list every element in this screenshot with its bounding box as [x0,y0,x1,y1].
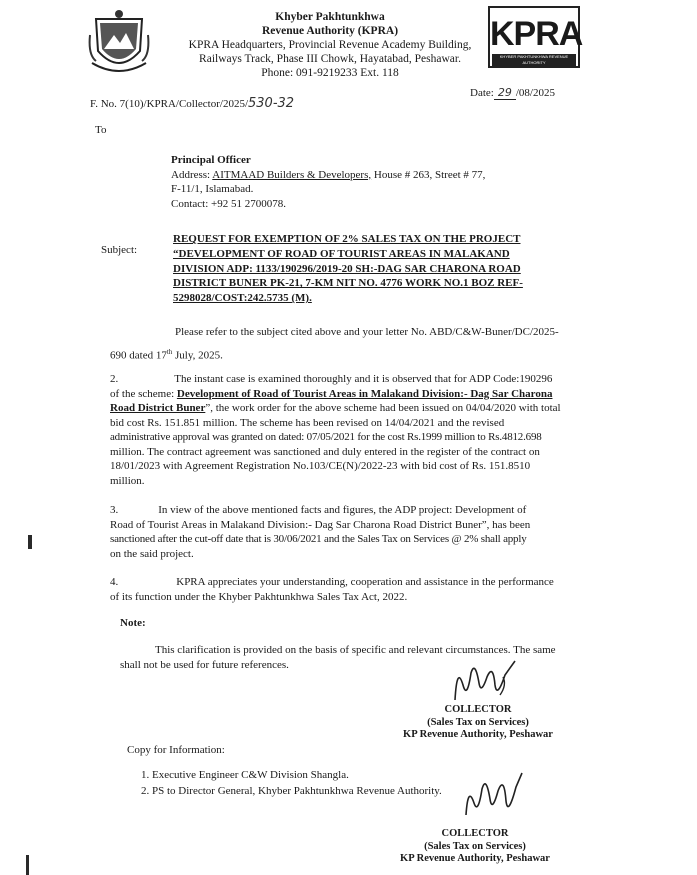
p2-line: million. The contract agreement was sanctioned and duly entered in the register of the contract on [110,445,540,458]
subject-label: Subject: [101,244,138,256]
p4-line: KPRA appreciates your understanding, cooperation and assistance in the performance [176,576,554,588]
date-day-handwritten: 29 [494,86,516,100]
p2-line: administrative approval was granted on dated: 07/05/2021 for the cost Rs.1999 million to Rs.4812.698 [110,431,542,443]
subject-line: 5298028/COST:242.5735 (M). [173,292,312,305]
scan-margin-mark [26,855,29,875]
p2-line: million. [110,474,145,487]
copy-list [141,767,442,799]
copy-list-item: 1. Executive Engineer C&W Division Shangla. [141,769,349,781]
file-number-handwritten: 530-32 [248,96,295,111]
paragraph-2 [110,372,592,488]
note-line: shall not be used for future references. [120,658,289,671]
copy-label: Copy for Information: [127,744,225,756]
p1-text: 690 dated 17 [110,349,167,362]
subject-line: DIVISION ADP: 1133/190296/2019-20 SH:-DAG SAR CHARONA ROAD [173,262,521,275]
address-label: Address: [171,168,211,181]
p4-line: of its function under the Khyber Pakhtunkhwa Sales Tax Act, 2022. [110,590,408,603]
file-number-label: F. No. 7(10)/KPRA/Collector/2025/ [90,98,249,110]
addressee-title: Principal Officer [171,154,251,166]
subject-line: “DEVELOPMENT OF ROAD OF TOURIST AREAS IN MALAKAND [173,247,510,260]
addressee-block [171,153,485,211]
addressee-company: AITMAAD Builders & Developers, [212,168,372,181]
signature-2-scribble [458,765,528,825]
paragraph-4 [110,575,592,604]
signature-block-1 [398,704,558,742]
letter-date [470,86,555,100]
note-label: Note: [120,617,146,629]
kpra-logo-subtext: KHYBER PAKHTUNKHWA REVENUE AUTHORITY [492,54,576,66]
paragraph-3-number: 3. [110,504,119,516]
addressee-address [171,168,485,183]
p3-line: Road of Tourist Areas in Malakand Division:- Dag Sar Charona Road District Buner”, has been [110,518,531,531]
kp-government-emblem [88,5,150,77]
to-label: To [95,124,107,136]
signature-2-org: KP Revenue Authority, Peshawar [400,853,550,864]
paragraph-1-line2 [110,345,592,363]
p2-scheme-name: Development of Road of Tourist Areas in Malakand Division:- Dag Sar Charona [176,387,553,400]
signature-2-subtitle: (Sales Tax on Services) [424,840,526,852]
org-address-line1: KPRA Headquarters, Provincial Revenue Academy Building, [188,39,472,51]
signature-2-title: COLLECTOR [441,828,509,839]
subject-line: DISTRICT BUNER PK-21, 7-KM NIT NO. 4776 WORK NO.1 BOZ REF- [173,277,523,290]
kpra-logo-text: KPRA [490,15,583,53]
signature-1-subtitle: (Sales Tax on Services) [427,716,529,728]
paragraph-2-line1: The instant case is examined thoroughly and it is observed that for ADP Code:190296 [174,373,553,385]
copy-list-item: 2. PS to Director General, Khyber Pakhtunkhwa Revenue Authority. [141,785,442,797]
addressee-contact: Contact: +92 51 2700078. [171,197,286,210]
date-rest: /08/2025 [515,87,555,99]
signature-1-org: KP Revenue Authority, Peshawar [403,729,553,740]
paragraph-3 [110,503,592,561]
p1-text-end: July, 2025. [172,349,223,362]
org-phone: Phone: 091-9219233 Ext. 118 [261,67,399,79]
p2-line: bid cost Rs. 151.851 million. The scheme has been revised on 14/04/2021 and the revised [110,416,505,429]
subject-text [173,232,591,306]
addressee-city: F-11/1, Islamabad. [171,183,254,195]
signature-1-scribble [445,655,535,705]
note-line: This clarification is provided on the basis of specific and relevant circumstances. The same [155,644,556,656]
p3-line: on the said project. [110,547,194,560]
org-name: Khyber Pakhtunkhwa [275,11,385,23]
scan-margin-mark [28,535,32,549]
signature-block-2 [395,828,555,866]
file-number [90,96,294,111]
subject-line: REQUEST FOR EXEMPTION OF 2% SALES TAX ON THE PROJECT [173,233,521,245]
paragraph-4-number: 4. [110,576,119,588]
signature-1-title: COLLECTOR [444,704,512,715]
letterhead [175,10,485,80]
p2-text: of the scheme: [110,387,177,400]
p3-line: sanctioned after the cut-off date that is 30/06/2021 and the Sales Tax on Services @ 2% shall apply [110,533,527,545]
p1-sup: th [166,347,173,356]
paragraph-1-line1: Please refer to the subject cited above and your letter No. ABD/C&W-Buner/DC/2025- [175,326,559,338]
org-name-line2: Revenue Authority (KPRA) [261,25,399,37]
p2-scheme-name-end: Road District Buner [110,402,206,414]
kpra-logo [488,6,583,68]
p3-line: In view of the above mentioned facts and figures, the ADP project: Development of [158,504,527,516]
date-label: Date: [470,87,494,99]
p2-text: ”, the work order for the above scheme had been issued on 04/04/2020 with total [205,402,561,414]
p2-line: 18/01/2023 with Agreement Registration No.103/CE(N)/2022-23 with bid cost of Rs. 151.8510 [110,460,531,472]
paragraph-2-number: 2. [110,373,119,385]
org-address-line2: Railways Track, Phase III Chowk, Hayatabad, Peshawar. [199,53,461,65]
addressee-address-rest: House # 263, Street # 77, [373,168,486,181]
paragraph-1 [110,325,592,363]
